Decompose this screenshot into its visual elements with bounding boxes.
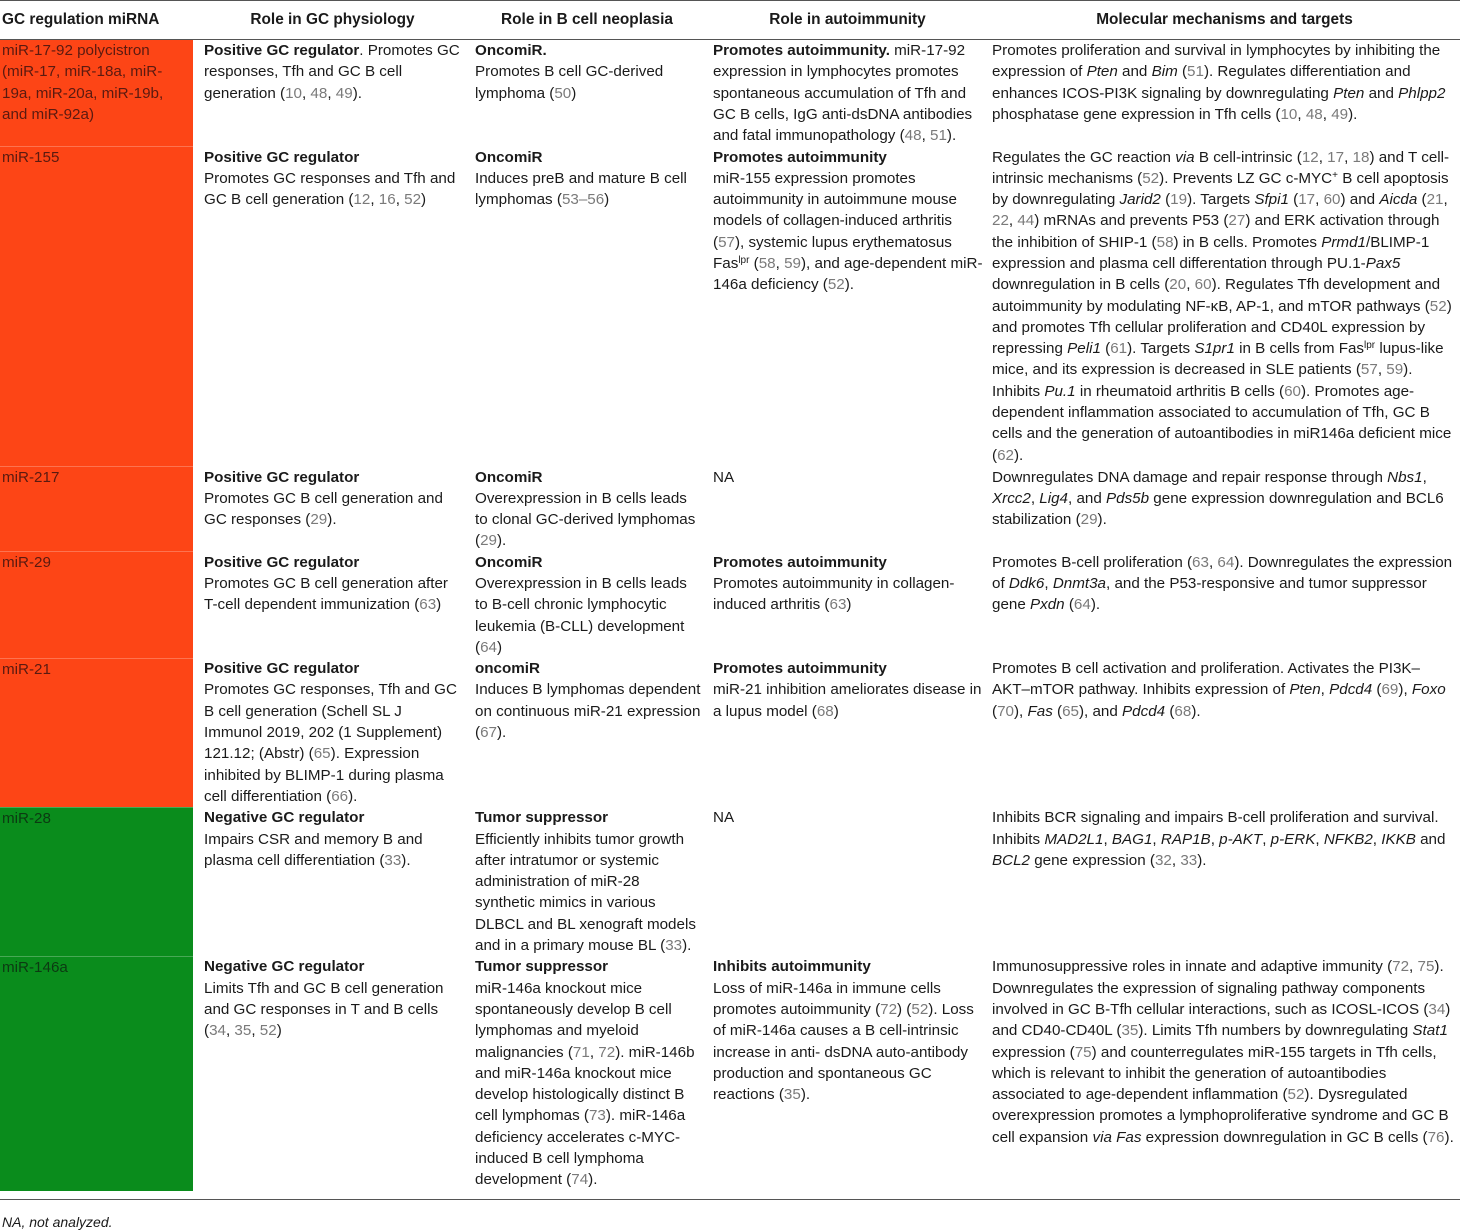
mirna-name: miR-17-92 polycistron (miR-17, miR-18a, miR-19a, miR-20a, miR-19b, and miR-92a)	[0, 40, 193, 147]
gc-physiology-cell: Positive GC regulator Promotes GC responses and Tfh and GC B cell generation (12, 16, 52)	[204, 148, 456, 209]
mirna-name: miR-29	[0, 552, 193, 658]
table-row	[0, 807, 1460, 956]
gc-physiology-cell: Negative GC regulator Impairs CSR and memory B and plasma cell differentiation (33).	[204, 809, 423, 869]
mechanisms-cell: Inhibits BCR signaling and impairs B-cell proliferation and survival. Inhibits MAD2L1, BAG1, RAP1B, p-AKT, p-ERK, NFKB2, IKKB and BCL2 gene expression (32, 33).	[992, 809, 1446, 869]
table-header-row	[0, 1, 1460, 40]
neoplasia-cell: oncomiR Induces B lymphomas dependent on continuous miR-21 expression (67).	[475, 660, 701, 742]
neoplasia-cell: OncomiR Overexpression in B cells leads to B-cell chronic lymphocytic leukemia (B-CLL) development (64)	[475, 553, 687, 656]
mechanisms-cell: Promotes B-cell proliferation (63, 64). Downregulates the expression of Ddk6, Dnmt3a, and the P53-responsive and tumor suppressor gene Pxdn (64).	[992, 553, 1453, 614]
neoplasia-cell: OncomiR Overexpression in B cells leads to clonal GC-derived lymphomas (29).	[475, 468, 696, 550]
gc-physiology-cell: Positive GC regulator. Promotes GC responses, Tfh and GC B cell generation (10, 48, 49).	[204, 42, 460, 102]
header-role-autoimmunity: Role in autoimmunity	[706, 1, 989, 40]
mechanisms-cell: Downregulates DNA damage and repair response through Nbs1, Xrcc2, Lig4, and Pds5b gene expression downregulation and BCL6 stabilization (29).	[992, 468, 1444, 529]
table-row	[0, 956, 1460, 1191]
gc-physiology-cell: Negative GC regulator Limits Tfh and GC B cell generation and GC responses in T and B cells (34, 35, 52)	[204, 958, 444, 1040]
mechanisms-cell: Promotes proliferation and survival in lymphocytes by inhibiting the expression of Pten and Bim (51). Regulates differentiation and enhances ICOS-PI3K signaling by downregulating Pten and Phlpp2 phosphatase gene expression in Tfh cells (10, 48, 49).	[992, 42, 1446, 123]
mirna-name: miR-155	[0, 147, 193, 467]
autoimmunity-cell: Promotes autoimmunity miR-21 inhibition ameliorates disease in a lupus model (68)	[713, 660, 982, 720]
mirna-name: miR-21	[0, 658, 193, 807]
table-bottom-rule	[0, 1199, 1460, 1200]
header-gc-regulation-mirna: GC regulation miRNA	[0, 1, 193, 40]
neoplasia-cell: OncomiR Induces preB and mature B cell lymphomas (53–56)	[475, 148, 687, 209]
autoimmunity-cell: Promotes autoimmunity Promotes autoimmunity in collagen-induced arthritis (63)	[713, 553, 955, 614]
gc-physiology-cell: Positive GC regulator Promotes GC responses, Tfh and GC B cell generation (Schell SL J Immunol 2019, 202 (1 Supplement) 121.12; (Abstr) (65). Expression inhibited by BLIMP-1 during plasma cell differentiation (66).	[204, 660, 457, 805]
table-row	[0, 658, 1460, 807]
mechanisms-cell: Regulates the GC reaction via B cell-intrinsic (12, 17, 18) and T cell-intrinsic mechanisms (52). Prevents LZ GC c-MYC+ B cell apoptosis by downregulating Jarid2 (19). Targets Sfpi1 (17, 60) and Aicda (21, 22, 44) mRNAs and prevents P53 (27) and ERK activation through the inhibition of SHIP-1 (58) in B cells. Promotes Prmd1/BLIMP-1 expression and plasma cell differentation through PU.1-Pax5 downregulation in B cells (20, 60). Regulates Tfh development and autoimmunity by modulating NF-κB, AP-1, and mTOR pathways (52) and promotes Tfh cellular proliferation and CD40L expression by repressing Peli1 (61). Targets S1pr1 in B cells from Fas$^{lpr}$ lupus-like mice, and its expression is decreased in SLE patients (57, 59). Inhibits Pu.1 in rheumatoid arthritis B cells (60). Promotes age-dependent inflammation associated to accumulation of Tfh, GC B cells and the generation of autoantibodies in miR146a deficient mice (62).	[992, 148, 1452, 464]
table-row	[0, 40, 1460, 147]
neoplasia-cell: OncomiR. Promotes B cell GC-derived lymphoma (50)	[475, 42, 664, 102]
table-row	[0, 147, 1460, 467]
mirna-name: miR-217	[0, 467, 193, 552]
neoplasia-cell: Tumor suppressor miR-146a knockout mice spontaneously develop B cell lymphomas and myeloid malignancies (71, 72). miR-146b and miR-146a knockout mice develop histologically distinct B cell lymphomas (73). miR-146a deficiency accelerates c-MYC-induced B cell lymphoma development (74).	[475, 958, 695, 1189]
header-role-b-cell-neoplasia: Role in B cell neoplasia	[468, 1, 706, 40]
mechanisms-cell: Promotes B cell activation and proliferation. Activates the PI3K–AKT–mTOR pathway. Inhibits expression of Pten, Pdcd4 (69), Foxo (70), Fas (65), and Pdcd4 (68).	[992, 660, 1446, 720]
mirna-name: miR-28	[0, 807, 193, 956]
autoimmunity-cell: Inhibits autoimmunity Loss of miR-146a in immune cells promotes autoimmunity (72) (52). Loss of miR-146a causes a B cell-intrinsic increase in anti- dsDNA auto-antibody production and spontaneous GC reactions (35).	[713, 958, 974, 1104]
mechanisms-cell: Immunosuppressive roles in innate and adaptive immunity (72, 75). Downregulates the expression of signaling pathway components involved in GC B-Tfh cellular interactions, such as ICOSL-ICOS (34) and CD40-CD40L (35). Limits Tfh numbers by downregulating Stat1 expression (75) and counterregulates miR-155 targets in Tfh cells, which is relevant to inhibit the generation of autoantibodies associated to age-dependent inflammation (52). Dysregulated overexpression promotes a lymphoproliferative syndrome and GC B cell expansion via Fas expression downregulation in GC B cells (76).	[992, 958, 1454, 1146]
gc-physiology-cell: Positive GC regulator Promotes GC B cell generation after T-cell dependent immunization (63)	[204, 553, 448, 614]
table-row	[0, 467, 1460, 552]
table-footnote: NA, not analyzed.	[2, 1214, 113, 1230]
table-row	[0, 552, 1460, 658]
header-molecular-mechanisms: Molecular mechanisms and targets	[989, 1, 1460, 40]
header-role-gc-physiology: Role in GC physiology	[197, 1, 468, 40]
neoplasia-cell: Tumor suppressor Efficiently inhibits tumor growth after intratumor or systemic administration of miR-28 synthetic mimics in various DLBCL and BL xenograft models and in a primary mouse BL (33).	[475, 809, 696, 955]
autoimmunity-cell: Promotes autoimmunity. miR-17-92 expression in lymphocytes promotes spontaneous accumulation of Tfh and GC B cells, IgG anti-dsDNA antibodies and fatal immunopathology (48, 51).	[713, 42, 973, 145]
mirna-name: miR-146a	[0, 956, 193, 1191]
autoimmunity-cell: NA	[713, 468, 735, 486]
autoimmunity-cell: Promotes autoimmunity miR-155 expression promotes autoimmunity in autoimmune mouse models of collagen-induced arthritis (57), systemic lupus erythematosus Fas$^{lpr}$ (58, 59), and age-dependent miR-146a deficiency (52).	[713, 148, 983, 294]
gc-physiology-cell: Positive GC regulator Promotes GC B cell generation and GC responses (29).	[204, 468, 443, 529]
autoimmunity-cell: NA	[713, 809, 735, 827]
